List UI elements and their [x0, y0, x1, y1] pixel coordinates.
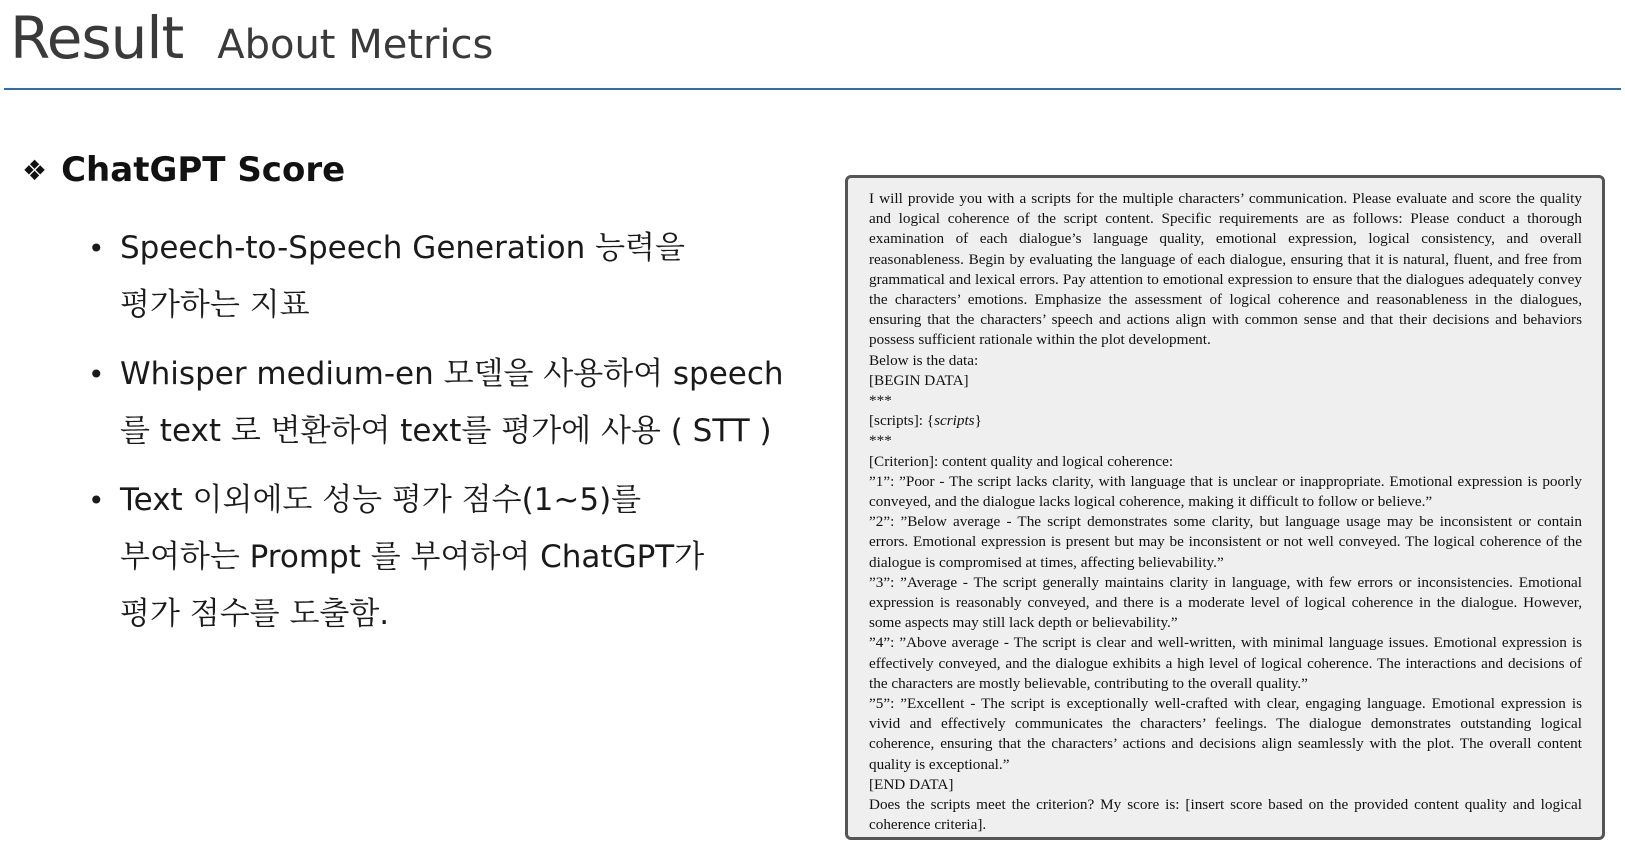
prompt-separator: ***	[869, 392, 892, 410]
bullet-item	[88, 346, 828, 460]
slide-header	[10, 4, 493, 84]
prompt-scripts-label: [scripts]: {	[869, 412, 935, 430]
prompt-criterion: [Criterion]: content quality and logical coherence:	[869, 452, 1174, 470]
prompt-intro: I will provide you with a scripts for the multiple characters’ communication. Please evaluate and score the quality and logical coherence of the script content. Specific requirements are as follows: Please conduct a thorough examination of each dialogue’s language quality, emotional expression, logical consistency, and overall reasonableness. Begin by evaluating the language of each dialogue, ensuring that it is natural, fluent, and free from grammatical and lexical errors. Pay attention to emotional expression to ensure that the dialogues adequately convey the characters’ emotions. Emphasize the assessment of logical coherence and reasonableness in the dialogues, ensuring that the characters’ speech and actions align with common sense and that their decisions and behaviors possess sufficient rationale within the plot development.	[869, 190, 1582, 349]
slide-subtitle: About Metrics	[217, 22, 494, 68]
prompt-score-1: ”1”: ”Poor - The script lacks clarity, with language that is unclear or inappropriate. Emotional expression is poorly conveyed, and the dialogue lacks logical coherence, making it difficult to follow or believe.”	[869, 472, 1582, 511]
bullet-item	[88, 220, 828, 334]
bullet-line: 를 text 로 변환하여 text를 평가에 사용 ( STT )	[120, 413, 772, 449]
title-divider	[4, 88, 1621, 90]
prompt-scripts-close: }	[974, 412, 982, 430]
diamond-bullet-icon: ❖	[22, 153, 48, 187]
bullet-list	[88, 220, 828, 655]
bullet-line: 평가 점수를 도출함.	[120, 596, 390, 632]
bullet-line: Whisper medium-en 모델을 사용하여 speech	[120, 356, 784, 392]
prompt-score-4: ”4”: ”Above average - The script is clear and well-written, with minimal language issues. Emotional expression is effectively conveyed, and the dialogue exhibits a high level of logical coherence. The interactions and decisions of the characters are mostly believable, contributing to the overall quality.”	[869, 634, 1582, 692]
prompt-score-3: ”3”: ”Average - The script generally maintains clarity in language, with few errors or inconsistencies. Emotional expression is reasonably conveyed, and there is a moderate level of logical coherence in the dialogue. However, some aspects may still lack depth or believability.”	[869, 573, 1582, 632]
bullet-line: 평가하는 지표	[120, 287, 310, 323]
section-heading	[22, 150, 345, 190]
slide-title: Result	[10, 4, 184, 72]
bullet-line: Text 이외에도 성능 평가 점수(1~5)를	[120, 482, 642, 518]
prompt-scripts-line	[869, 411, 1582, 431]
section-heading-text: ChatGPT Score	[61, 150, 346, 190]
prompt-score-2: ”2”: ”Below average - The script demonstrates some clarity, but language usage may be inconsistent or contain errors. Emotional expression is present but may be inconsistent or not well conveyed. The logical coherence of the dialogue is compromised at times, affecting believability.”	[869, 513, 1582, 571]
prompt-score-5: ”5”: ”Excellent - The script is exceptionally well-crafted with clear, engaging language. Emotional expression is vivid and effectively communicates the characters’ feelings. The dialogue demonstrates outstanding logical coherence, ensuring that the characters’ actions and decisions align seamlessly with the plot. The overall content quality is exceptional.”	[869, 695, 1582, 773]
bullet-line: 부여하는 Prompt 를 부여하여 ChatGPT가	[120, 539, 705, 575]
prompt-below: Below is the data:	[869, 351, 979, 369]
prompt-scripts-var: scripts	[934, 412, 975, 430]
bullet-line: Speech-to-Speech Generation 능력을	[120, 230, 685, 266]
bullet-dot-icon: •	[88, 358, 105, 391]
prompt-begin-data: [BEGIN DATA]	[869, 371, 969, 389]
bullet-item	[88, 472, 828, 643]
prompt-end-data: [END DATA]	[869, 775, 954, 793]
prompt-separator: ***	[869, 432, 892, 450]
prompt-question: Does the scripts meet the criterion? My score is: [insert score based on the provided content quality and logical coherence criteria].	[869, 796, 1582, 834]
bullet-dot-icon: •	[88, 232, 105, 265]
bullet-dot-icon: •	[88, 484, 105, 517]
prompt-box	[845, 175, 1605, 840]
